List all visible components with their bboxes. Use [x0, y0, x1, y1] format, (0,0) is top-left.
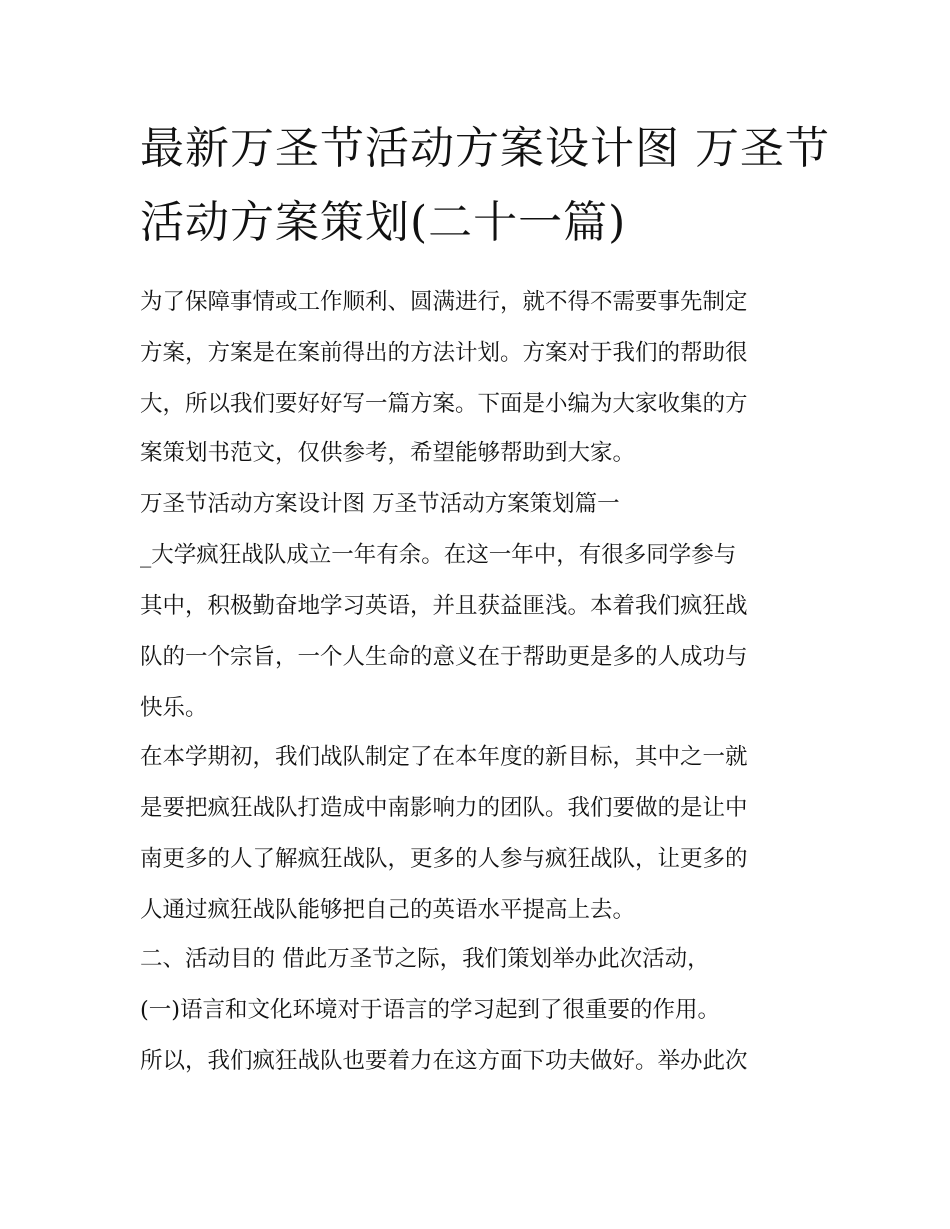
body-line: 为了保障事情或工作顺利、圆满进行，就不得不需要事先制定 [140, 289, 748, 315]
body-line: 其中，积极勤奋地学习英语，并且获益匪浅。本着我们疯狂战 [140, 593, 748, 619]
document-title: 最新万圣节活动方案设计图 万圣节活动方案策划(二十一篇) [140, 123, 830, 248]
body-line: 人通过疯狂战队能够把自己的英语水平提高上去。 [140, 897, 636, 923]
body-line: 是要把疯狂战队打造成中南影响力的团队。我们要做的是让中 [140, 795, 748, 821]
body-line: 快乐。 [140, 695, 208, 721]
body-line: (一)语言和文化环境对于语言的学习起到了很重要的作用。 [140, 997, 721, 1023]
body-line: 案策划书范文，仅供参考，希望能够帮助到大家。 [140, 440, 636, 466]
body-line: 方案，方案是在案前得出的方法计划。方案对于我们的帮助很 [140, 340, 748, 366]
body-line: 所以，我们疯狂战队也要着力在这方面下功夫做好。举办此次 [140, 1048, 748, 1074]
body-line: 队的一个宗旨，一个人生命的意义在于帮助更是多的人成功与 [140, 644, 748, 670]
body-line: 在本学期初，我们战队制定了在本年度的新目标，其中之一就 [140, 744, 748, 770]
body-line: 南更多的人了解疯狂战队，更多的人参与疯狂战队，让更多的 [140, 846, 748, 872]
body-line: _大学疯狂战队成立一年有余。在这一年中，有很多同学参与 [140, 542, 737, 568]
body-line: 大，所以我们要好好写一篇方案。下面是小编为大家收集的方 [140, 391, 748, 417]
body-line: 二、活动目的 借此万圣节之际，我们策划举办此次活动， [140, 946, 710, 972]
section-heading: 万圣节活动方案设计图 万圣节活动方案策划篇一 [140, 491, 620, 517]
